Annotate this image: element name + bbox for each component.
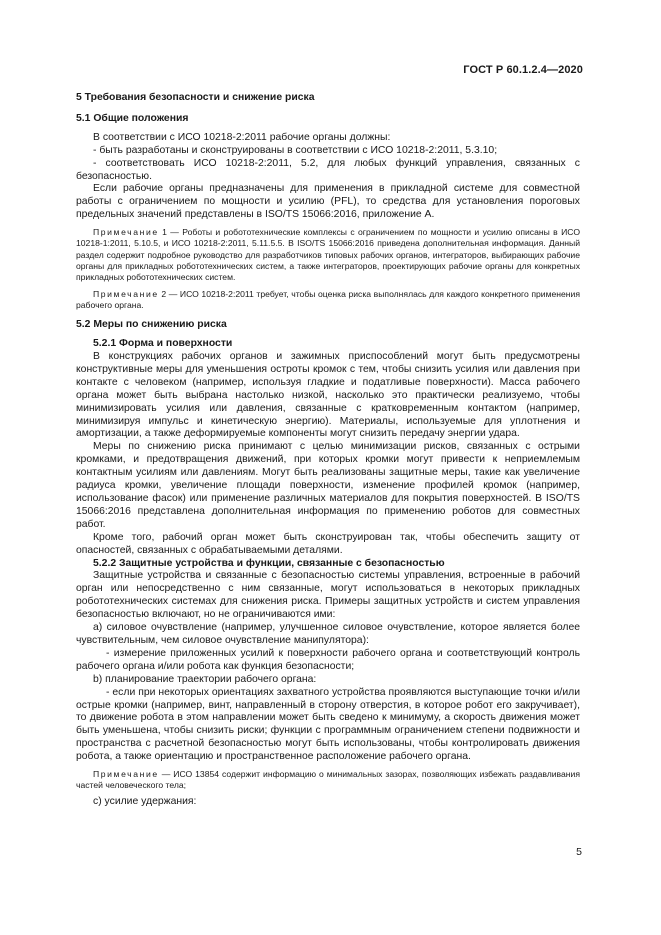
section-5-1-title: 5.1 Общие положения (76, 112, 189, 124)
note-2 (76, 289, 580, 312)
list-subitem: - измерение приложенных усилий к поверхности рабочего органа и соответствующий контроль рабочего органа и/или робота как функция безопасности; (76, 647, 580, 672)
paragraph: В конструкциях рабочих органов и зажимных приспособлений могут быть предусмотрены конструктивные меры для уменьшения остроты кромок с тем, чтобы снизить усилия или давления при контакте с человеком (например, используя гладкие и податливые поверхности). Масса рабочего органа может быть выбрана настолько низкой, насколько это практически реализуемо, чтобы минимизировать усилия или давления, связанные с кратковременным контактом (например, минимизируя импульс и кинетическую энергию). Материалы, используемые для уплотнения и амортизации, а также деформируемые компоненты могут снизить передачу энергии удара. (76, 351, 580, 440)
paragraph: В соответствии с ИСО 10218-2:2011 рабочие органы должны: (93, 131, 391, 143)
section-5-2-1-title: 5.2.1 Форма и поверхности (93, 338, 233, 350)
paragraph: Если рабочие органы предназначены для применения в прикладной системе для совместной работы с ограничением по мощности и усилию (PFL), то средства для установления пороговых предельных значений представлены в ISO/TS 15066:2016, приложение А. (76, 183, 580, 221)
note-1 (76, 227, 580, 283)
list-item-a: a) силовое очувствление (например, улучшенное силовое очувствление, которое является более чувствительным, чем силовое очувствление манипулятора): (76, 622, 580, 646)
note-label: Примечание (93, 769, 159, 780)
page-content (76, 92, 580, 809)
page-number: 5 (576, 846, 582, 858)
paragraph: Защитные устройства и связанные с безопасностью системы управления, встроенные в рабочий орган или непосредственно с ним связанные, могут использоваться в некоторых прикладных робототехнических системах для снижения риска. Примеры защитных устройств и систем управления безопасностью включают, но не ограничиваются ими: (76, 570, 580, 621)
document-code: ГОСТ Р 60.1.2.4—2020 (463, 64, 583, 76)
list-subitem: - если при некоторых ориентациях захватного устройства проявляются выступающие точки и/или острые кромки (например, винт, направленный в сторону отверстия, в которое робот его закручивает), то движение робота в этом направлении может быть сведено к минимуму, а скорость движения может быть уменьшена, чтобы снизить риски; функции с программным ограничением степени подвижности и пространства с расчетной безопасностью могут быть использованы, чтобы контролировать движения робота, а также ориентацию и пространственное расположение рабочего органа. (76, 686, 580, 763)
list-item-c: c) усилие удержания: (93, 795, 197, 807)
note-label: Примечание (93, 227, 159, 238)
note-text: — ИСО 13854 содержит информацию о минимальных зазорах, позволяющих избежать раздавливания частей человеческого тела; (76, 769, 580, 791)
section-5-2-2-title: 5.2.2 Защитные устройства и функции, связанные с безопасностью (93, 557, 445, 569)
paragraph: Меры по снижению риска принимают с целью минимизации рисков, связанных с острыми кромками, и предотвращения движений, при которых кромки могут привести к неприемлемым контактным усилиям или давлениям. Могут быть реализованы защитные меры, такие как увеличение радиуса кромки, увеличение площади поверхности, изменение профилей кромок (например, использование фасок) или применение различных материалов для покрытия поверхностей. В ISO/TS 15066:2016 представлена дополнительная информация по применению роботов для совместных работ. (76, 441, 580, 530)
note-3 (76, 769, 580, 792)
note-label: Примечание (93, 288, 159, 299)
paragraph: Кроме того, рабочий орган может быть сконструирован так, чтобы обеспечить защиту от опасностей, связанных с обрабатываемыми деталями. (76, 531, 580, 556)
section-5-title: 5 Требования безопасности и снижение риска (76, 92, 315, 103)
note-text: 1 — Роботы и робототехнические комплексы с ограничением по мощности и усилию описаны в ИСО 10218-1:2011, 5.10.5, и ИСО 10218-2:2011, 5.11.5.5. В ISO/TS 15066:2016 приведена дополнительная информация. Данный раздел содержит подробное руководство для разработчиков типовых рабочих органов, интеграторов, выбирающих рабочие органы для прикладных робототехнических систем, а также интеграторов, проектирующих рабочие органы для конкретных прикладных робототехнических систем. (76, 227, 580, 283)
list-item: - соответствовать ИСО 10218-2:2011, 5.2, для любых функций управления, связанных с безопасностью. (76, 157, 580, 182)
list-item: - быть разработаны и сконструированы в соответствии с ИСО 10218-2:2011, 5.3.10; (93, 144, 498, 156)
section-5-2-title: 5.2 Меры по снижению риска (76, 319, 227, 331)
list-item-b: b) планирование траектории рабочего органа: (93, 673, 317, 685)
note-text: 2 — ИСО 10218-2:2011 требует, чтобы оценка риска выполнялась для каждого конкретного применения рабочего органа. (76, 288, 580, 310)
